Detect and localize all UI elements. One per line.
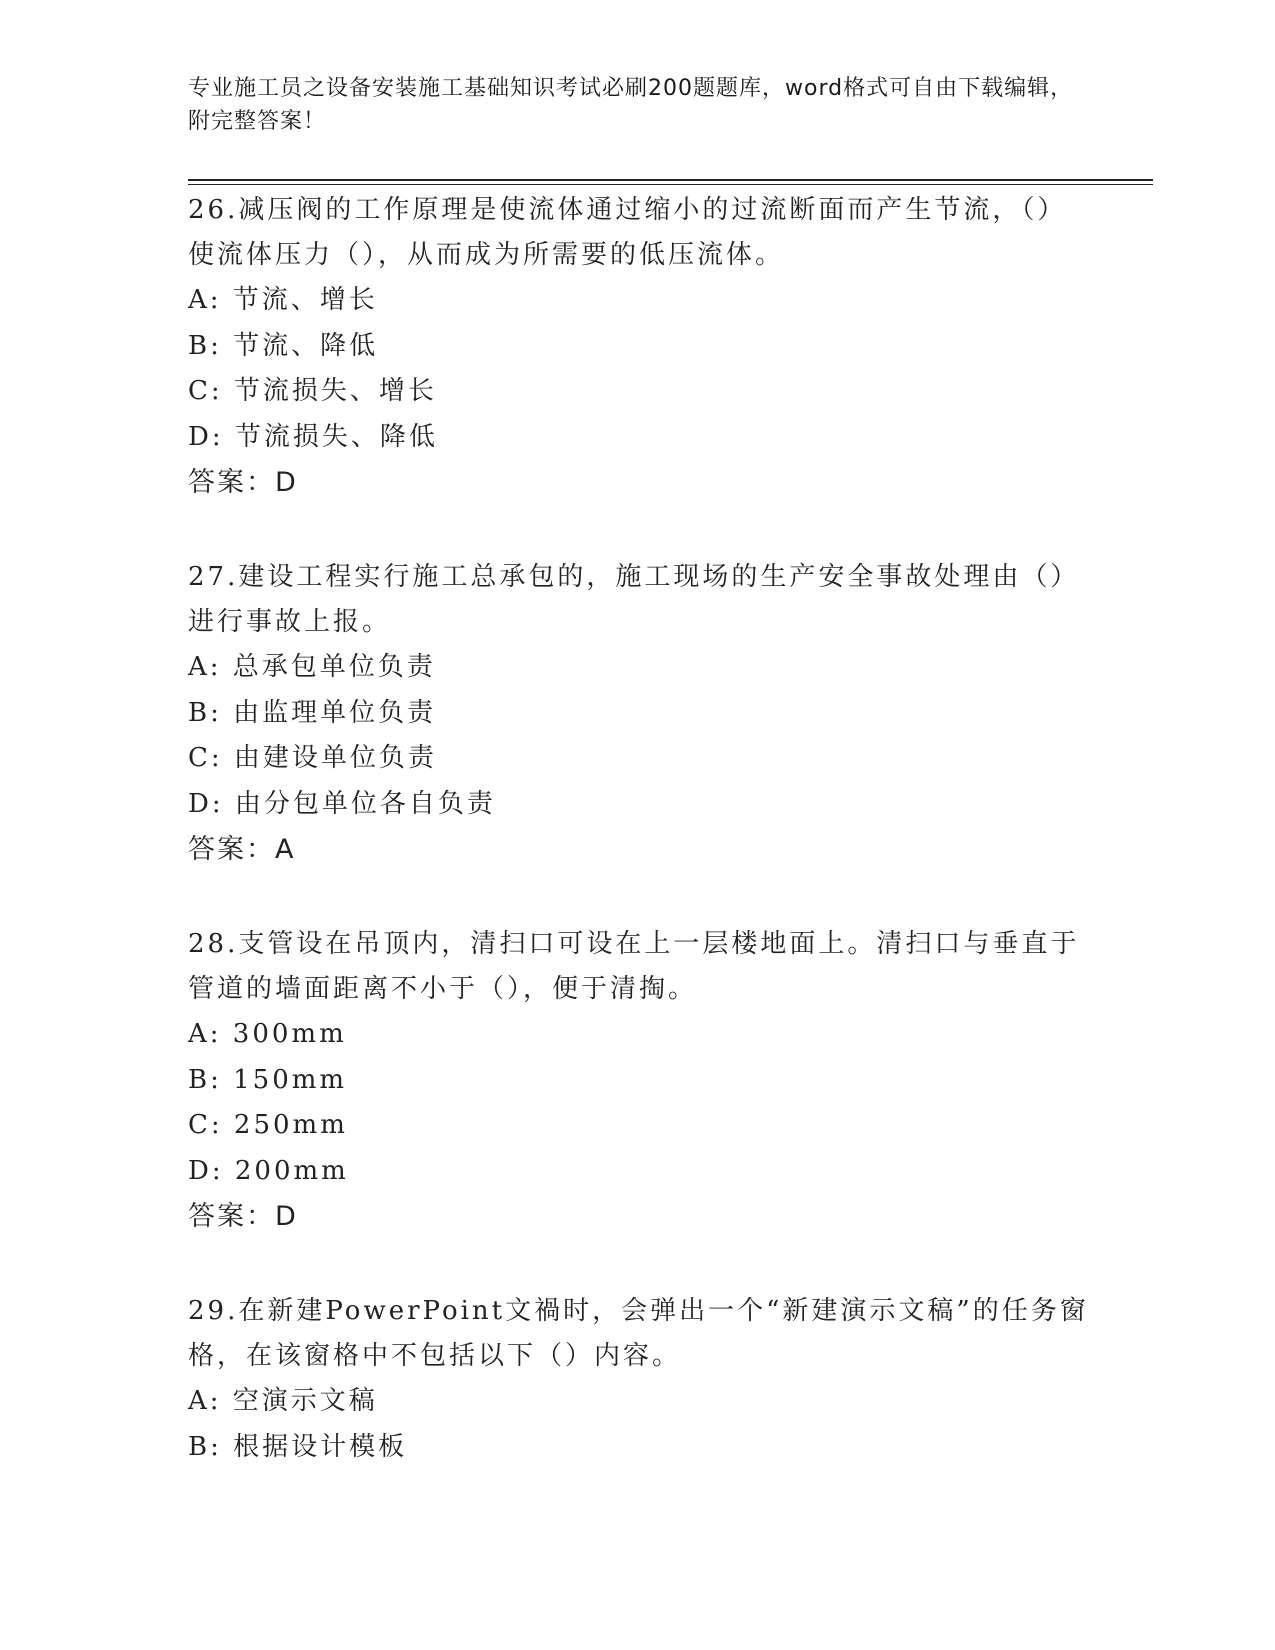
answer: 答案：D <box>188 467 298 498</box>
option-a: A: 空演示文稿 <box>188 1386 378 1416</box>
option-d: D: 节流损失、降低 <box>188 421 438 452</box>
question-list <box>188 188 1093 1470</box>
option-d: D: 200mm <box>188 1155 349 1186</box>
option-a: A: 300mm <box>188 1019 347 1049</box>
question-28 <box>188 922 1093 1239</box>
question-text: 26.减压阀的工作原理是使流体通过缩小的过流断面而产生节流，（）使流体压力（），从而成为所需要的低压流体。 <box>188 195 1067 270</box>
question-27 <box>188 555 1093 872</box>
document-header: 专业施工员之设备安装施工基础知识考试必刷200题题库，word格式可自由下载编辑，附完整答案！ <box>188 76 1074 134</box>
option-b: B: 由监理单位负责 <box>188 697 437 728</box>
option-a: A: 节流、增长 <box>188 285 378 315</box>
answer: 答案：D <box>188 1201 298 1232</box>
option-d: D: 由分包单位各自负责 <box>188 788 496 819</box>
question-text: 29.在新建PowerPoint文禍时，会弹出一个“新建演示文稿”的任务窗格，在该窗格中不包括以下（）内容。 <box>188 1296 1089 1371</box>
question-text: 28.支管设在吊顶内，清扫口可设在上一层楼地面上。清扫口与垂直于管道的墙面距离不小于（），便于清掏。 <box>188 929 1080 1004</box>
question-26 <box>188 188 1093 505</box>
header-rule-thick <box>188 179 1153 181</box>
option-b: B: 根据设计模板 <box>188 1431 408 1462</box>
option-b: B: 节流、降低 <box>188 330 379 361</box>
option-c: C: 节流损失、增长 <box>188 376 437 406</box>
option-c: C: 250mm <box>188 1110 348 1140</box>
option-c: C: 由建设单位负责 <box>188 743 437 773</box>
question-text: 27.建设工程实行施工总承包的，施工现场的生产安全事故处理由（）进行事故上报。 <box>188 562 1080 637</box>
question-29 <box>188 1289 1093 1470</box>
answer: 答案：A <box>188 834 296 865</box>
option-a: A: 总承包单位负责 <box>188 652 436 682</box>
option-b: B: 150mm <box>188 1064 348 1095</box>
header-rule-thin <box>188 184 1153 185</box>
